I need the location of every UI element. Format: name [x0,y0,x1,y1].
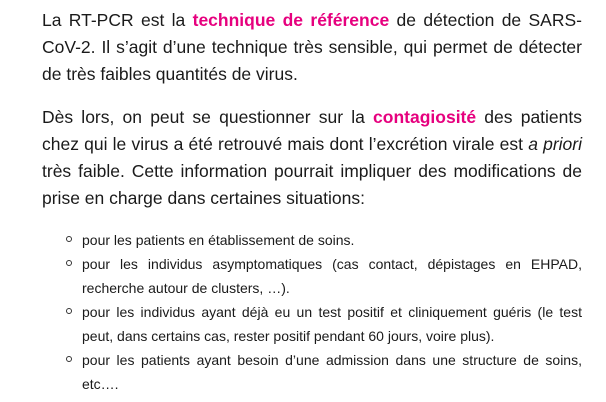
list-item-text: pour les patients en établissement de soins. [82,232,355,248]
highlight-reference-technique: technique de référence [192,10,390,30]
list-item-text: pour les individus ayant déjà eu un test positif et cliniquement guéris (le test peut, dans certains cas, rester positif pendant 60 jours, voire plus). [82,304,582,344]
situations-list [66,228,582,396]
intro-text-end: de détection de SARS-CoV-2. Il s’agit d’une technique très sensible, qui permet de détecter de très faibles quantités de virus. [42,10,582,84]
list-item [66,348,582,396]
circle-bullet-icon [66,260,72,266]
list-item [66,300,582,348]
contagiousness-text-start: Dès lors, on peut se questionner sur la [42,107,374,127]
circle-bullet-icon [66,356,72,362]
list-item [66,252,582,300]
intro-text-start: La RT-PCR est la [42,10,193,30]
contagiousness-text-end: très faible. Cette information pourrait impliquer des modifications de prise en charge dans certaines situations: [42,161,582,208]
list-item-text: pour les individus asymptomatiques (cas contact, dépistages en EHPAD, recherche autour de clusters, …). [82,256,582,296]
contagiousness-paragraph [42,104,582,212]
intro-paragraph [42,7,582,88]
highlight-contagiousness: contagiosité [373,107,477,127]
list-item [66,228,582,252]
contagiousness-text-middle: des patients chez qui le virus a été retrouvé mais dont l’excrétion virale est [42,107,582,154]
list-item-text: pour les patients ayant besoin d’une admission dans une structure de soins, etc…. [82,352,582,392]
circle-bullet-icon [66,236,72,242]
italic-a-priori: a priori [528,134,582,154]
circle-bullet-icon [66,308,72,314]
